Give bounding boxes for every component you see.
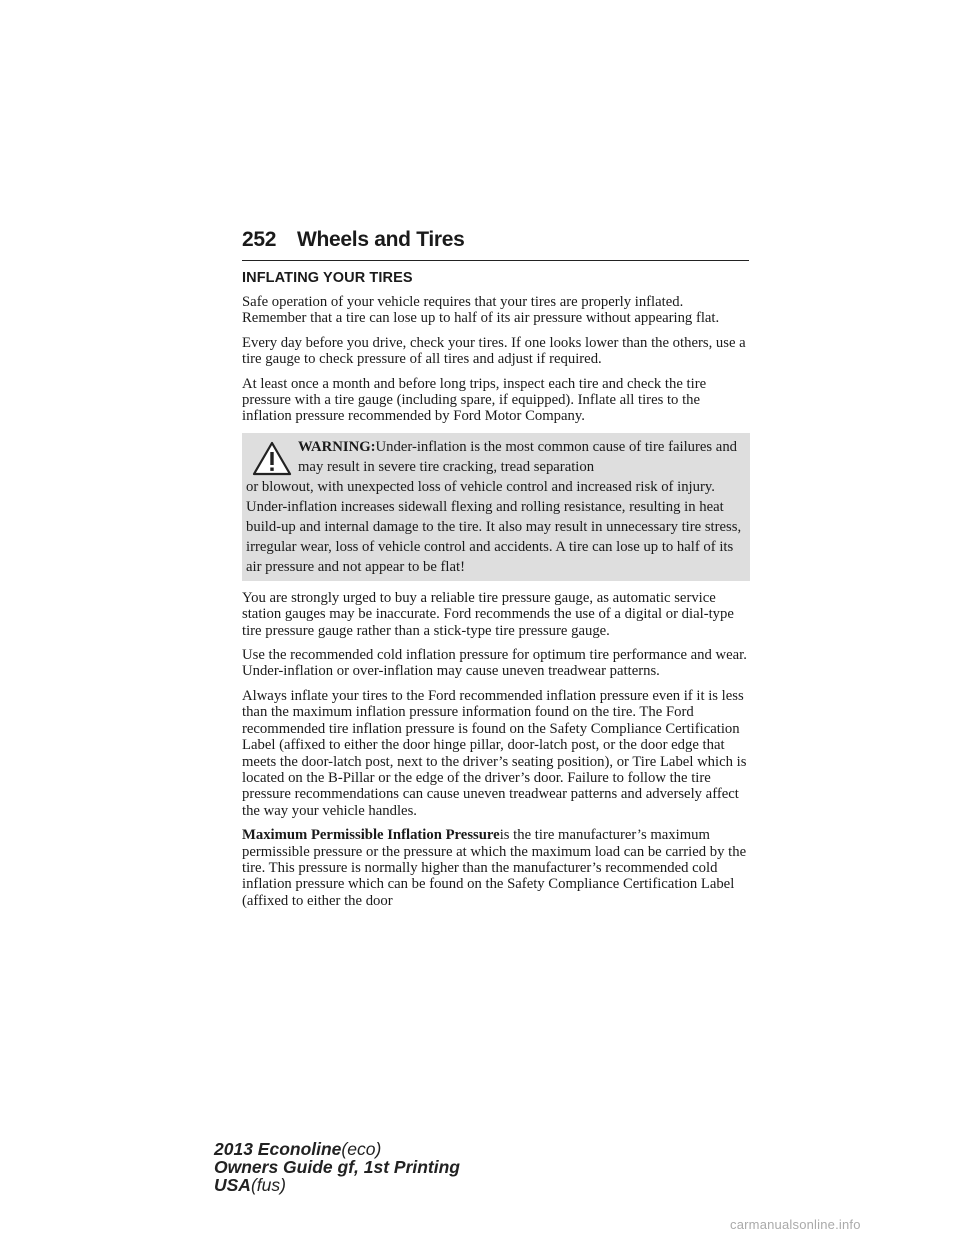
warning-text-lead: Under-inflation is the most common cause of tire failures and may result in severe tire cracking, tread separation xyxy=(298,438,738,475)
warning-label: WARNING: xyxy=(298,438,376,455)
footer-line-3 xyxy=(214,1176,460,1194)
section-heading: INFLATING YOUR TIRES xyxy=(242,270,413,286)
page-footer xyxy=(214,1140,460,1194)
page-content xyxy=(242,270,750,917)
page-header xyxy=(242,228,749,261)
footer-model: 2013 Econoline xyxy=(214,1139,342,1159)
paragraph-max-pressure xyxy=(242,827,750,909)
max-pressure-term: Maximum Permissible Inflation Pressure xyxy=(242,827,500,844)
footer-line-2: Owners Guide gf, 1st Printing xyxy=(214,1157,460,1177)
watermark: carmanualsonline.info xyxy=(730,1217,861,1232)
paragraph-safe-operation: Safe operation of your vehicle requires that your tires are properly inflated. Remember that a tire can lose up to half of its air pressure without appearing flat. xyxy=(242,294,720,327)
paragraph-monthly-check: At least once a month and before long trips, inspect each tire and check the tire pressure with a tire gauge (including spare, if equipped). Inflate all tires to the inflation pressure recommended by Ford Motor Company. xyxy=(242,375,707,425)
warning-box xyxy=(242,433,750,581)
warning-text-rest: or blowout, with unexpected loss of vehicle control and increased risk of injury. Under-inflation increases sidewall flexing and rolling resistance, resulting in heat build-up and internal damage to the tire. It also may result in unnecessary tire stress, irregular wear, loss of vehicle control and accidents. A tire can lose up to half of its air pressure and not appear to be flat! xyxy=(246,478,742,575)
paragraph-gauge: You are strongly urged to buy a reliable tire pressure gauge, as automatic service station gauges may be inaccurate. Ford recommends the use of a digital or dial-type tire pressure gauge rather than a stick-type tire pressure gauge. xyxy=(242,589,734,639)
warning-triangle-icon xyxy=(252,441,292,477)
page-number: 252 xyxy=(242,228,277,251)
section-title: Wheels and Tires xyxy=(297,228,465,251)
footer-model-code: (eco) xyxy=(341,1139,382,1159)
footer-region-code: (fus) xyxy=(250,1175,286,1195)
paragraph-cold-pressure: Use the recommended cold inflation pressure for optimum tire performance and wear. Under-inflation or over-inflation may cause uneven treadwear patterns. xyxy=(242,647,747,680)
warning-lead xyxy=(246,437,750,477)
paragraph-daily-check: Every day before you drive, check your tires. If one looks lower than the others, use a tire gauge to check pressure of all tires and adjust if required. xyxy=(242,334,746,368)
footer-region: USA xyxy=(214,1175,251,1195)
footer-line-1 xyxy=(214,1140,460,1158)
paragraph-recommended-pressure: Always inflate your tires to the Ford recommended inflation pressure even if it is less than the maximum inflation pressure information found on the tire. The Ford recommended tire inflation pressure is found on the Safety Compliance Certification Label (affixed to either the door hinge pillar, door-latch post, or the door edge that meets the door-latch post, next to the driver’s seating position), or Tire Label which is located on the B-Pillar or the edge of the driver’s door. Failure to follow the tire pressure recommendations can cause uneven treadwear patterns and adversely affect the way your vehicle handles. xyxy=(242,687,747,819)
max-pressure-text: is the tire manufacturer’s maximum permissible pressure or the pressure at which the maximum load can be carried by the tire. This pressure is normally higher than the manufacturer’s recommended cold inflation pressure which can be found on the Safety Compliance Certification Label (affixed to either the door xyxy=(242,827,747,909)
